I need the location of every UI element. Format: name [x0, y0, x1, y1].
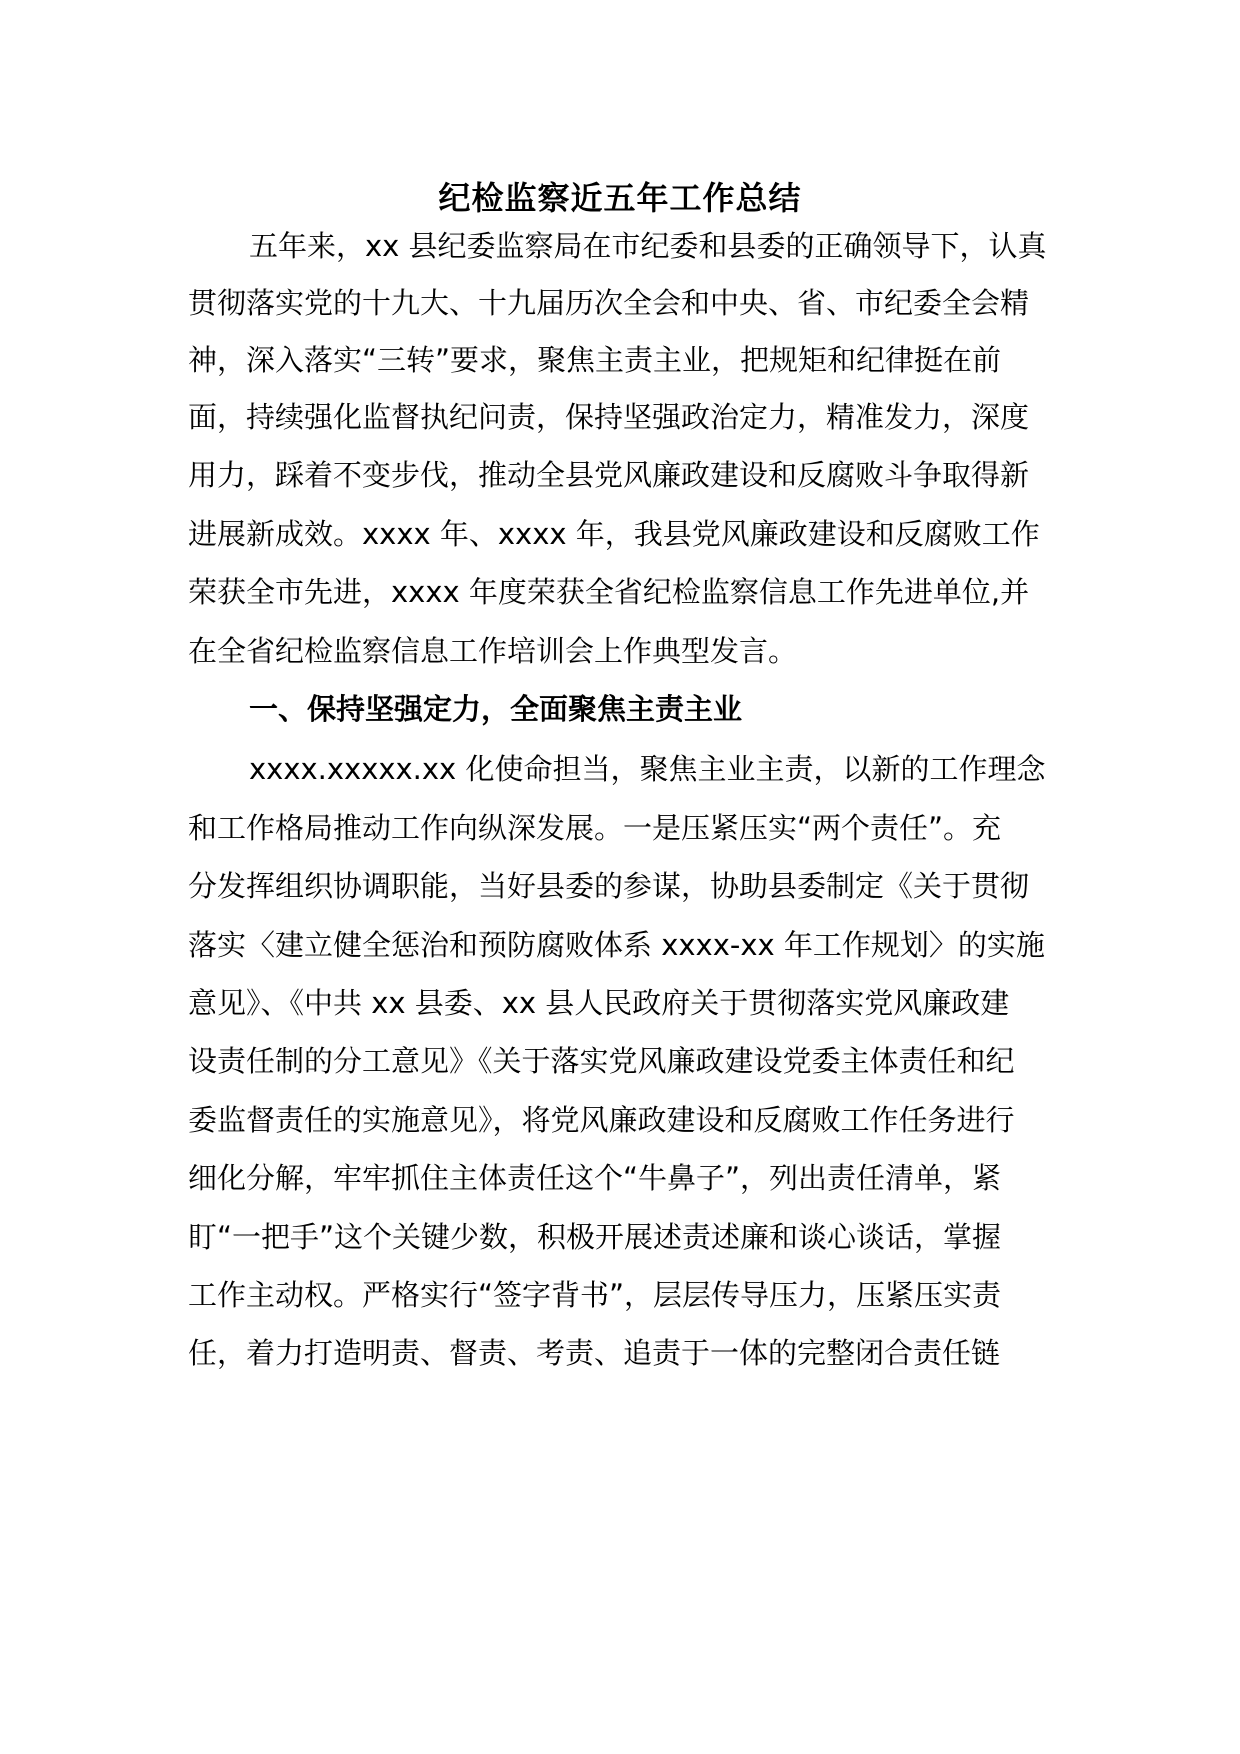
para2-line: 和工作格局推动工作向纵深发展。一是压紧压实“两个责任”。充 [188, 811, 1002, 845]
para2-line: 设责任制的分工意见》《关于落实党风廉政建设党委主体责任和纪 [188, 1044, 1015, 1078]
para2-line: 分发挥组织协调职能，当好县委的参谋，协助县委制定《关于贯彻 [188, 869, 1030, 903]
para2-line: 工作主动权。严格实行“签字背书”，层层传导压力，压紧压实责 [188, 1278, 1002, 1312]
para1-line: 贯彻落实党的十九大、十九届历次全会和中央、省、市纪委全会精 [188, 286, 1030, 320]
para2-line: 盯“一把手”这个关键少数，积极开展述责述廉和谈心谈话，掌握 [188, 1220, 1002, 1254]
para1-line: 进展新成效。xxxx 年、xxxx 年，我县党风廉政建设和反腐败工作 [188, 517, 1040, 551]
para1-line: 用力，踩着不变步伐，推动全县党风廉政建设和反腐败斗争取得新 [188, 458, 1030, 492]
para2-line: 落实〈建立健全惩治和预防腐败体系 xxxx-xx 年工作规划〉的实施 [188, 928, 1045, 962]
para2-line: xxxx.xxxxx.xx 化使命担当，聚焦主业主责，以新的工作理念 [249, 752, 1046, 786]
para2-line: 委监督责任的实施意见》，将党风廉政建设和反腐败工作任务进行 [188, 1103, 1015, 1137]
section-heading: 一、保持坚强定力，全面聚焦主责主业 [249, 692, 743, 726]
para1-line: 面，持续强化监督执纪问责，保持坚强政治定力，精准发力，深度 [188, 400, 1030, 434]
para2-line: 任，着力打造明责、督责、考责、追责于一体的完整闭合责任链 [188, 1336, 1001, 1370]
para1-line: 在全省纪检监察信息工作培训会上作典型发言。 [188, 634, 798, 668]
para1-line: 五年来，xx 县纪委监察局在市纪委和县委的正确领导下，认真 [249, 229, 1047, 263]
document-title: 纪检监察近五年工作总结 [438, 179, 802, 217]
para2-line: 细化分解，牢牢抓住主体责任这个“牛鼻子”，列出责任清单，紧 [188, 1161, 1002, 1195]
para1-line: 荣获全市先进，xxxx 年度荣获全省纪检监察信息工作先进单位,并 [188, 575, 1030, 609]
para2-line: 意见》、《中共 xx 县委、xx 县人民政府关于贯彻落实党风廉政建 [188, 986, 1010, 1020]
para1-line: 神，深入落实“三转”要求，聚焦主责主业，把规矩和纪律挺在前 [188, 343, 1002, 377]
